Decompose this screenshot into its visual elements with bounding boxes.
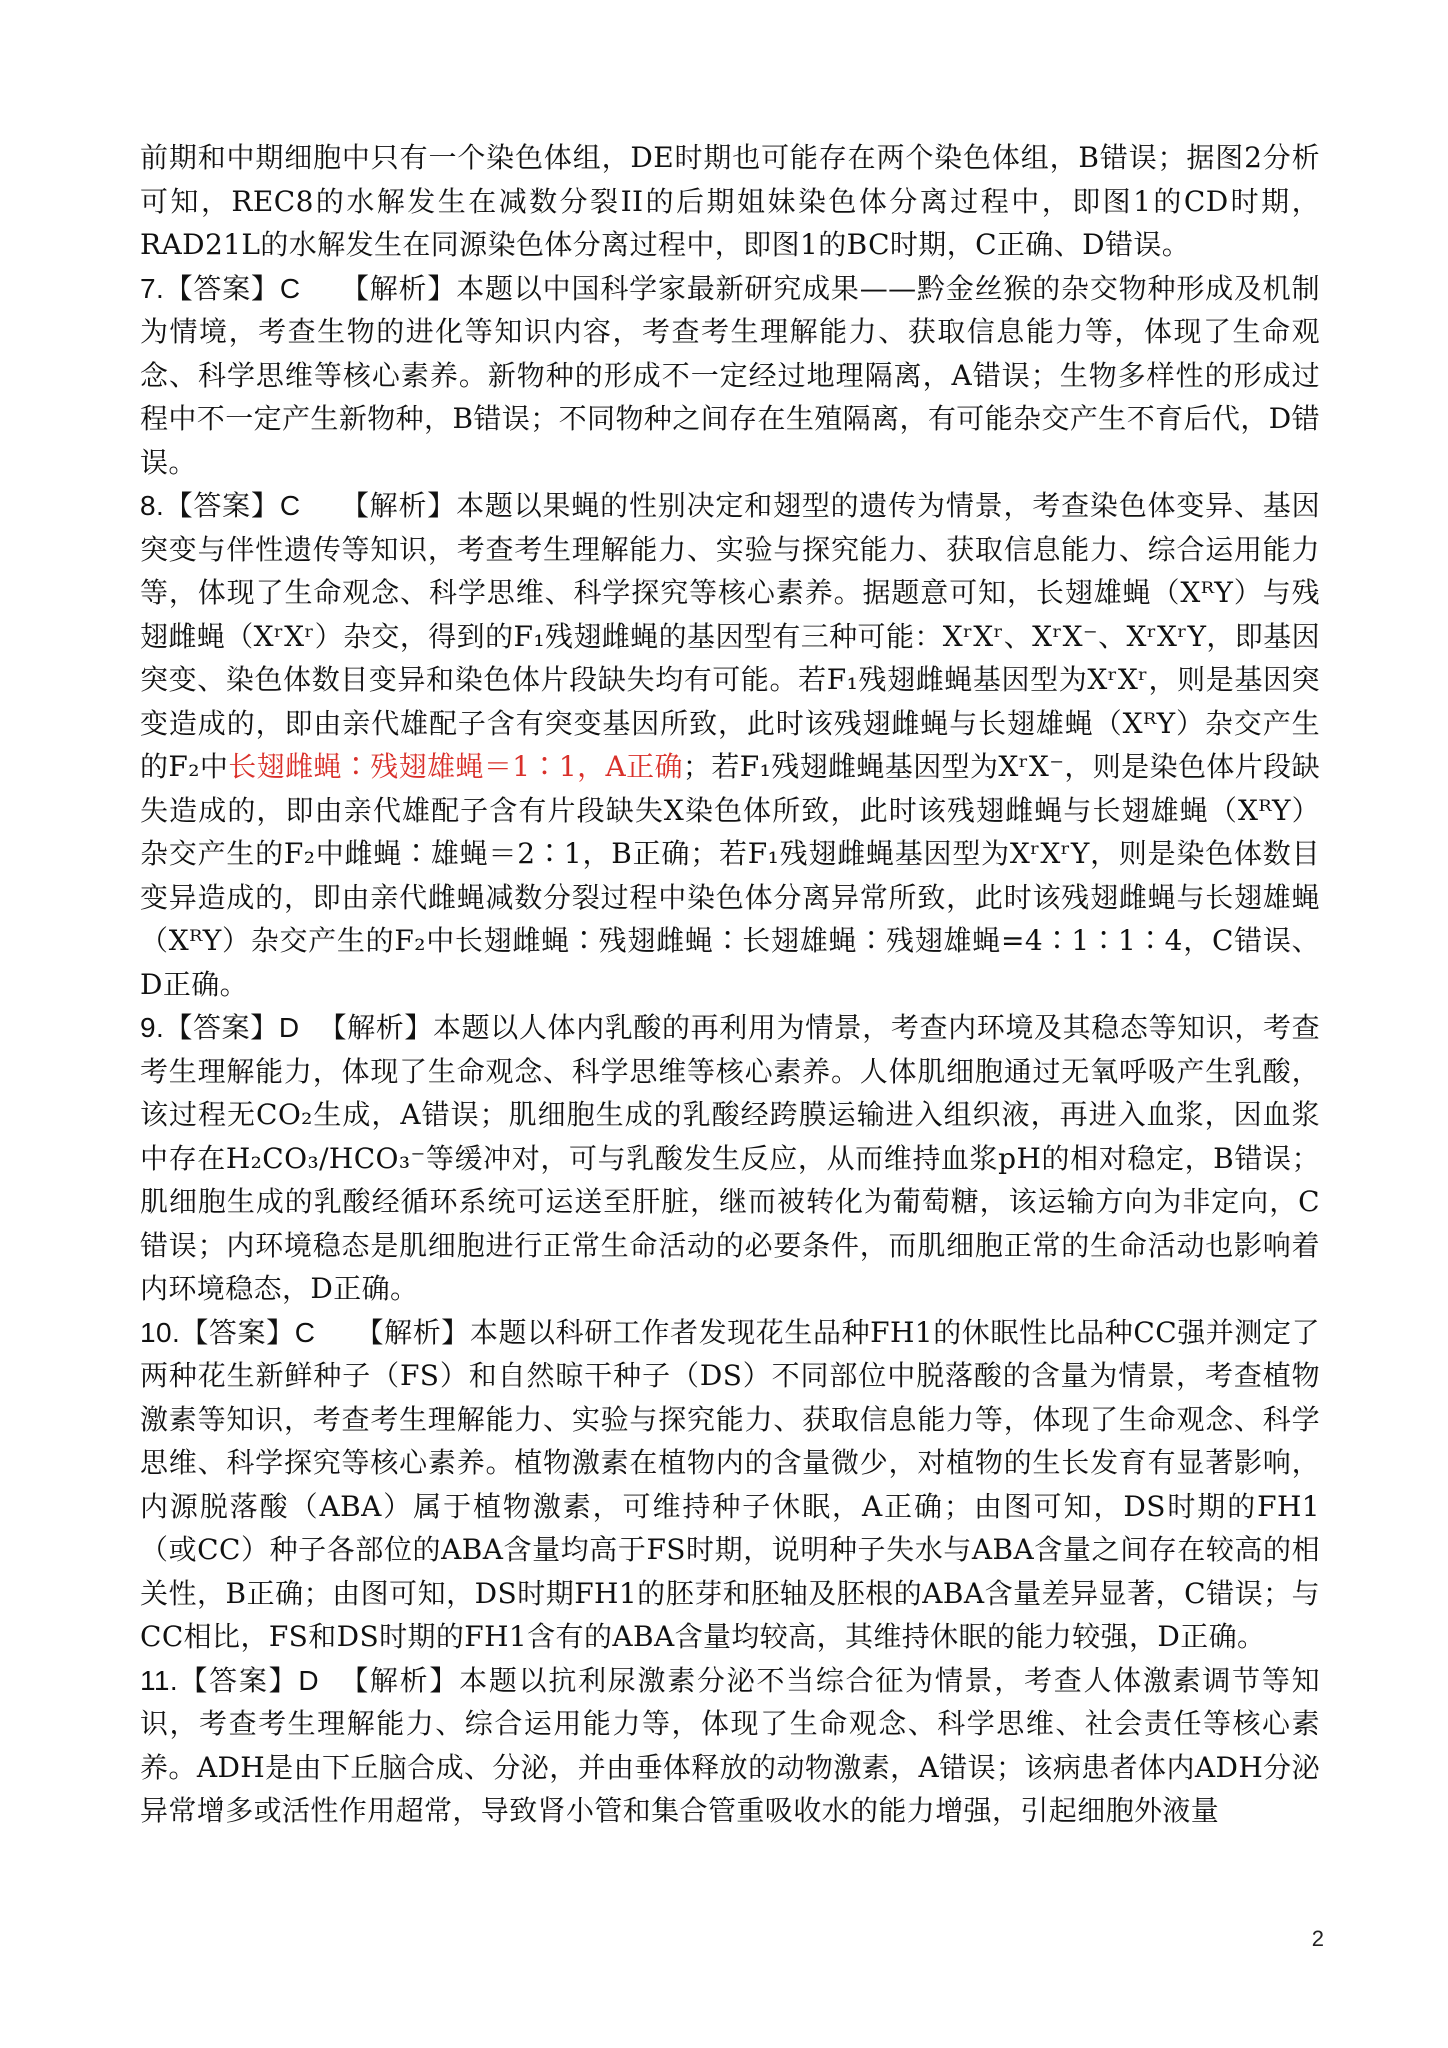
question-10-analysis-label: 【解析】 [355,1316,470,1348]
question-8-highlighted-text: 长翅雌蝇∶残翅雄蝇＝1∶1，A正确 [228,750,683,783]
question-7-analysis-label: 【解析】 [340,272,457,304]
question-10 [140,1311,1320,1659]
question-10-analysis-text: 本题以科研工作者发现花生品种FH1的休眠性比品种CC强并测定了两种花生新鲜种子（FS）和自然晾干种子（DS）不同部位中脱落酸的含量为情景，考查植物激素等知识，考查考生理解能力、实验与探究能力、获取信息能力等，体现了生命观念、科学思维、科学探究等核心素养。植物激素在植物内的含量微少，对植物的生长发育有显著影响，内源脱落酸（ABA）属于植物激素，可维持种子休眠，A正确；由图可知，DS时期的FH1（或CC）种子各部位的ABA含量均高于FS时期，说明种子失水与ABA含量之间存在较高的相关性，B正确；由图可知，DS时期FH1的胚芽和胚轴及胚根的ABA含量差异显著，C错误；与CC相比，FS和DS时期的FH1含有的ABA含量均较高，其维持休眠的能力较强，D正确。 [140,1315,1320,1653]
question-8-analysis-label: 【解析】 [340,490,457,521]
question-10-answer-label: 【答案】 [180,1316,295,1348]
question-11-number: 11. [140,1664,179,1696]
question-7-answer-label: 【答案】 [164,272,280,304]
question-10-number: 10. [140,1316,181,1348]
question-8-answer-label: 【答案】 [164,490,280,521]
question-7 [140,267,1320,485]
question-9-analysis-label: 【解析】 [318,1012,434,1043]
question-9-answer: D [278,1012,300,1043]
question-11-answer-label: 【答案】 [178,1664,299,1696]
question-9-analysis-text: 本题以人体内乳酸的再利用为情景，考查内环境及其稳态等知识，考查考生理解能力，体现了生命观念、科学思维等核心素养。人体肌细胞通过无氧呼吸产生乳酸，该过程无CO₂生成，A错误；肌细胞生成的乳酸经跨膜运输进入组织液，再进入血浆，因血浆中存在H₂CO₃/HCO₃⁻等缓冲对，可与乳酸发生反应，从而维持血浆pH的相对稳定，B错误；肌细胞生成的乳酸经循环系统可运送至肝脏，继而被转化为葡萄糖，该运输方向为非定向，C错误；内环境稳态是肌细胞进行正常生命活动的必要条件，而肌细胞正常的生命活动也影响着内环境稳态，D正确。 [140,1011,1320,1305]
question-6-continuation [140,136,1320,267]
question-8-number: 8. [140,490,165,521]
question-7-answer: C [279,272,301,304]
question-8 [140,484,1320,1006]
question-9 [140,1006,1320,1311]
question-11-answer: D [298,1664,319,1696]
question-11-analysis-text: 本题以抗利尿激素分泌不当综合征为情景，考查人体激素调节等知识，考查考生理解能力、综合运用能力等，体现了生命观念、科学思维、社会责任等核心素养。ADH是由下丘脑合成、分泌，并由垂体释放的动物激素，A错误；该病患者体内ADH分泌异常增多或活性作用超常，导致肾小管和集合管重吸收水的能力增强，引起细胞外液量 [140,1663,1320,1827]
question-10-answer: C [294,1316,316,1348]
question-8-analysis-text-b: ；若F₁残翅雌蝇基因型为XʳX⁻，则是染色体片段缺失造成的，即由亲代雄配子含有片段缺失X染色体所致，此时该残翅雌蝇与长翅雄蝇（XᴿY）杂交产生的F₂中雌蝇∶雄蝇＝2∶1，B正确；若F₁残翅雌蝇基因型为XʳXʳY，则是染色体数目变异造成的，即由亲代雌蝇减数分裂过程中染色体分离异常所致，此时该残翅雌蝇与长翅雄蝇（XᴿY）杂交产生的F₂中长翅雌蝇∶残翅雌蝇∶长翅雄蝇∶残翅雄蝇=4∶1∶1∶4，C错误、D正确。 [140,750,1320,1001]
answer-explanation-page [140,136,1320,1833]
question-11-analysis-label: 【解析】 [340,1664,460,1696]
page-number: 2 [1311,1926,1324,1951]
question-7-analysis-text: 本题以中国科学家最新研究成果——黔金丝猴的杂交物种形成及机制为情境，考查生物的进化等知识内容，考查考生理解能力、获取信息能力等，体现了生命观念、科学思维等核心素养。新物种的形成不一定经过地理隔离，A错误；生物多样性的形成过程中不一定产生新物种，B错误；不同物种之间存在生殖隔离，有可能杂交产生不育后代，D错误。 [140,271,1320,479]
question-9-number: 9. [140,1012,165,1043]
question-8-answer: C [279,490,301,521]
question-9-answer-label: 【答案】 [164,1012,279,1043]
question-6-continuation-text: 前期和中期细胞中只有一个染色体组，DE时期也可能存在两个染色体组，B错误；据图2分析可知，REC8的水解发生在减数分裂II的后期姐妹染色体分离过程中，即图1的CD时期，RAD21L的水解发生在同源染色体分离过程中，即图1的BC时期，C正确、D错误。 [140,141,1320,261]
question-8-analysis-text-a: 本题以果蝇的性别决定和翅型的遗传为情景，考查染色体变异、基因突变与伴性遗传等知识，考查考生理解能力、实验与探究能力、获取信息能力、综合运用能力等，体现了生命观念、科学思维、科学探究等核心素养。据题意可知，长翅雄蝇（XᴿY）与残翅雌蝇（XʳXʳ）杂交，得到的F₁残翅雌蝇的基因型有三种可能：XʳXʳ、XʳX⁻、XʳXʳY，即基因突变、染色体数目变异和染色体片段缺失均有可能。若F₁残翅雌蝇基因型为XʳXʳ，则是基因突变造成的，即由亲代雄配子含有突变基因所致，此时该残翅雌蝇与长翅雄蝇（XᴿY）杂交产生的F₂中 [140,489,1320,783]
question-7-number: 7. [140,272,165,304]
question-11 [140,1659,1320,1833]
